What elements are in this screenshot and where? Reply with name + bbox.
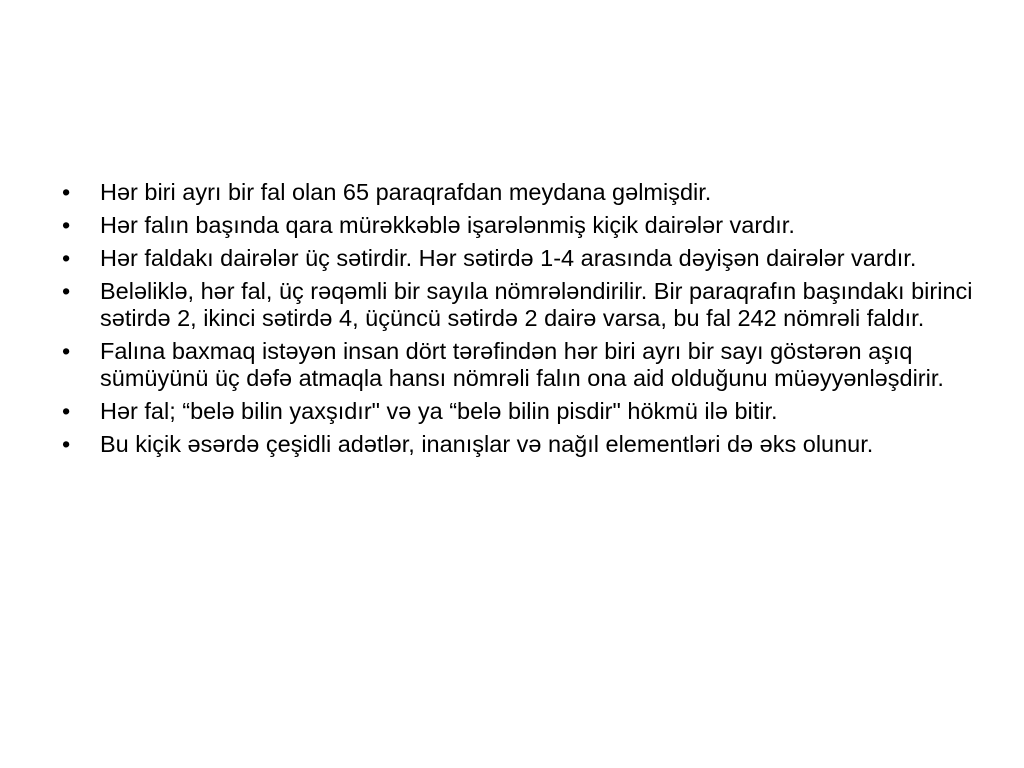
bullet-marker: • <box>62 245 71 271</box>
list-item-text: Falına baxmaq istəyən insan dört tərəfindən hər biri ayrı bir sayı göstərən aşıq sümüyünü üç dəfə atmaqla hansı nömrəli falın ona aid olduğunu müəyyənləşdirir. <box>100 338 944 391</box>
list-item <box>60 431 980 458</box>
list-item <box>60 179 980 206</box>
list-item <box>60 212 980 239</box>
bullet-marker: • <box>62 431 71 457</box>
list-item <box>60 338 980 392</box>
bullet-marker: • <box>62 179 71 205</box>
bullet-marker: • <box>62 212 71 238</box>
list-item <box>60 245 980 272</box>
list-item <box>60 278 980 332</box>
bullet-marker: • <box>62 398 71 424</box>
list-item <box>60 398 980 425</box>
bullet-list <box>60 179 980 458</box>
list-item-text: Hər falın başında qara mürəkkəblə işarələnmiş kiçik dairələr vardır. <box>100 212 795 238</box>
bullet-marker: • <box>62 338 71 364</box>
list-item-text: Hər biri ayrı bir fal olan 65 paraqrafdan meydana gəlmişdir. <box>100 179 712 205</box>
bullet-marker: • <box>62 278 71 304</box>
list-item-text: Hər faldakı dairələr üç sətirdir. Hər sətirdə 1-4 arasında dəyişən dairələr vardır. <box>100 245 917 271</box>
list-item-text: Hər fal; “belə bilin yaxşıdır" və ya “belə bilin pisdir" hökmü ilə bitir. <box>100 398 778 424</box>
slide-body <box>60 179 980 464</box>
list-item-text: Beləliklə, hər fal, üç rəqəmli bir sayıla nömrələndirilir. Bir paraqrafın başındakı birinci sətirdə 2, ikinci sətirdə 4, üçüncü sətirdə 2 dairə varsa, bu fal 242 nömrəli faldır. <box>100 278 973 331</box>
list-item-text: Bu kiçik əsərdə çeşidli adətlər, inanışlar və nağıl elementləri də əks olunur. <box>100 431 874 457</box>
